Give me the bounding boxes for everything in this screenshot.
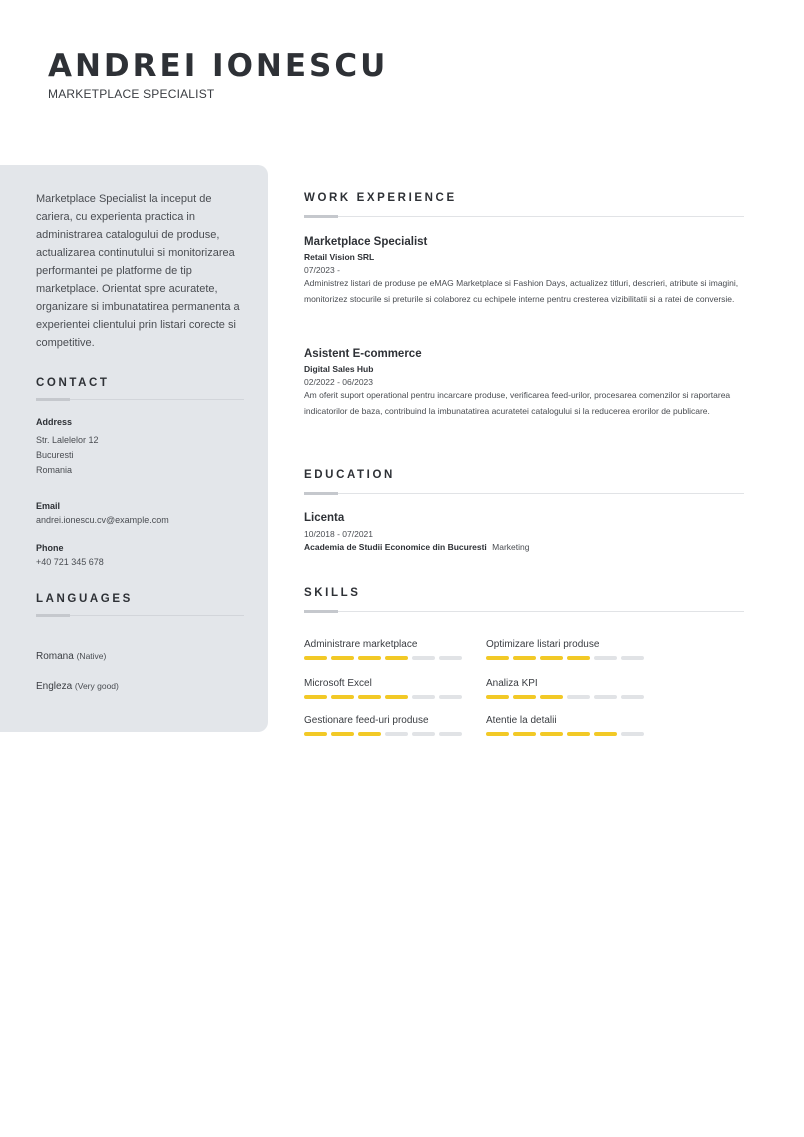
skill-level-bar <box>304 732 464 736</box>
job-entry <box>304 348 744 419</box>
education-title: EDUCATION <box>304 469 395 481</box>
skill-name: Optimizare listari produse <box>486 639 600 650</box>
language-level: (Very good) <box>74 681 119 691</box>
skill-segment-filled <box>513 695 536 699</box>
skill-segment-filled <box>540 695 563 699</box>
skill-segment-empty <box>412 695 435 699</box>
skill-segment-filled <box>567 732 590 736</box>
skill-segment-filled <box>567 656 590 660</box>
profile-summary: Marketplace Specialist la inceput de cariera, cu experienta practica in administrarea catalogului de produse, actualizarea continutului si monitorizarea performantei pe platforme de tip marketplace. Orientat spre acuratete, organizare si imbunatatirea permanenta a experientei clientului prin listari corecte si competitive. <box>36 193 240 349</box>
skill-item <box>304 639 464 660</box>
phone-value[interactable]: +40 721 345 678 <box>36 557 104 567</box>
address-line: Str. Lalelelor 12 <box>36 435 99 445</box>
sidebar <box>0 165 268 732</box>
skill-segment-empty <box>567 695 590 699</box>
skill-segment-filled <box>385 656 408 660</box>
address-line: Bucuresti <box>36 450 74 460</box>
education-divider <box>304 493 744 494</box>
language-item <box>36 651 106 662</box>
skill-segment-filled <box>304 732 327 736</box>
skill-segment-empty <box>594 695 617 699</box>
job-company: Retail Vision SRL <box>304 252 375 262</box>
work-experience-title: WORK EXPERIENCE <box>304 192 457 204</box>
skill-item <box>304 715 464 736</box>
field-of-study: Marketing <box>492 542 530 552</box>
email-block <box>36 501 169 528</box>
skill-segment-filled <box>304 656 327 660</box>
skill-name: Gestionare feed-uri produse <box>304 715 429 726</box>
languages-divider <box>36 615 244 616</box>
skill-segment-filled <box>594 732 617 736</box>
skill-level-bar <box>304 695 464 699</box>
skill-segment-filled <box>331 732 354 736</box>
skill-segment-empty <box>621 656 644 660</box>
skill-segment-empty <box>412 656 435 660</box>
skill-segment-empty <box>439 695 462 699</box>
skill-segment-empty <box>621 695 644 699</box>
email-value[interactable]: andrei.ionescu.cv@example.com <box>36 515 169 525</box>
address-line: Romania <box>36 465 73 475</box>
skill-segment-filled <box>304 695 327 699</box>
phone-block <box>36 543 104 570</box>
education-entry <box>304 512 744 552</box>
languages-title: LANGUAGES <box>36 593 133 605</box>
education-date: 10/2018 - 07/2021 <box>304 529 374 539</box>
job-date: 02/2022 - 06/2023 <box>304 377 374 387</box>
skill-segment-filled <box>513 732 536 736</box>
skill-segment-empty <box>385 732 408 736</box>
skill-segment-filled <box>486 732 509 736</box>
contact-title: CONTACT <box>36 377 110 389</box>
skill-name: Analiza KPI <box>486 678 538 689</box>
skill-item <box>304 678 464 699</box>
address-label: Address <box>36 417 73 427</box>
skill-segment-empty <box>412 732 435 736</box>
phone-label: Phone <box>36 543 64 553</box>
skill-segment-filled <box>358 695 381 699</box>
skills-divider <box>304 611 744 612</box>
skill-item <box>486 678 646 699</box>
language-name: Romana <box>36 651 74 662</box>
skill-level-bar <box>486 695 646 699</box>
job-company: Digital Sales Hub <box>304 364 374 374</box>
skill-segment-filled <box>486 695 509 699</box>
skill-segment-filled <box>358 656 381 660</box>
skill-segment-empty <box>439 656 462 660</box>
job-description: Administrez listari de produse pe eMAG Marketplace si Fashion Days, actualizez titluri, descrieri, atribute si imagini, monitorizez stocurile si preturile si colaborez cu echipele interne pentru cresterea vizibilitatii si a ratei de conversie. <box>304 278 739 304</box>
skill-segment-empty <box>621 732 644 736</box>
job-description: Am oferit suport operational pentru incarcare produse, verificarea feed-urilor, procesarea comenzilor si raportarea indicatorilor de baza, contribuind la imbunatatirea acuratetei catalogului si la reducerea erorilor de publicare. <box>304 390 731 416</box>
language-item <box>36 681 119 692</box>
skill-segment-filled <box>331 656 354 660</box>
skill-name: Atentie la detalii <box>486 715 557 726</box>
work-experience-section <box>304 192 744 217</box>
language-level: (Native) <box>76 651 107 661</box>
degree-title: Licenta <box>304 512 345 524</box>
resume-header <box>48 46 388 101</box>
skill-segment-empty <box>439 732 462 736</box>
email-label: Email <box>36 501 61 511</box>
job-title: Marketplace Specialist <box>304 236 428 248</box>
candidate-role: MARKETPLACE SPECIALIST <box>48 87 215 101</box>
skill-segment-filled <box>358 732 381 736</box>
skills-title: SKILLS <box>304 587 361 599</box>
work-experience-divider <box>304 216 744 217</box>
language-name: Engleza <box>36 681 73 692</box>
skills-section <box>304 587 744 612</box>
skill-segment-empty <box>594 656 617 660</box>
skill-name: Microsoft Excel <box>304 678 372 689</box>
contact-section <box>36 377 244 567</box>
skill-name: Administrare marketplace <box>304 639 418 650</box>
languages-section <box>36 593 244 692</box>
job-entry <box>304 236 744 307</box>
skill-segment-filled <box>385 695 408 699</box>
education-section <box>304 469 744 494</box>
job-date: 07/2023 - <box>304 265 340 275</box>
skill-segment-filled <box>331 695 354 699</box>
skill-item <box>486 715 646 736</box>
skill-segment-filled <box>540 656 563 660</box>
skill-segment-filled <box>513 656 536 660</box>
skill-segment-filled <box>540 732 563 736</box>
address-block <box>36 417 99 478</box>
job-title: Asistent E-commerce <box>304 348 422 360</box>
candidate-name: ANDREI IONESCU <box>48 48 389 84</box>
school-line <box>304 542 744 552</box>
skill-level-bar <box>486 656 646 660</box>
contact-divider <box>36 399 244 400</box>
skill-level-bar <box>304 656 464 660</box>
skill-item <box>486 639 646 660</box>
skill-segment-filled <box>486 656 509 660</box>
skill-level-bar <box>486 732 646 736</box>
school-name: Academia de Studii Economice din Bucuresti <box>304 542 487 552</box>
